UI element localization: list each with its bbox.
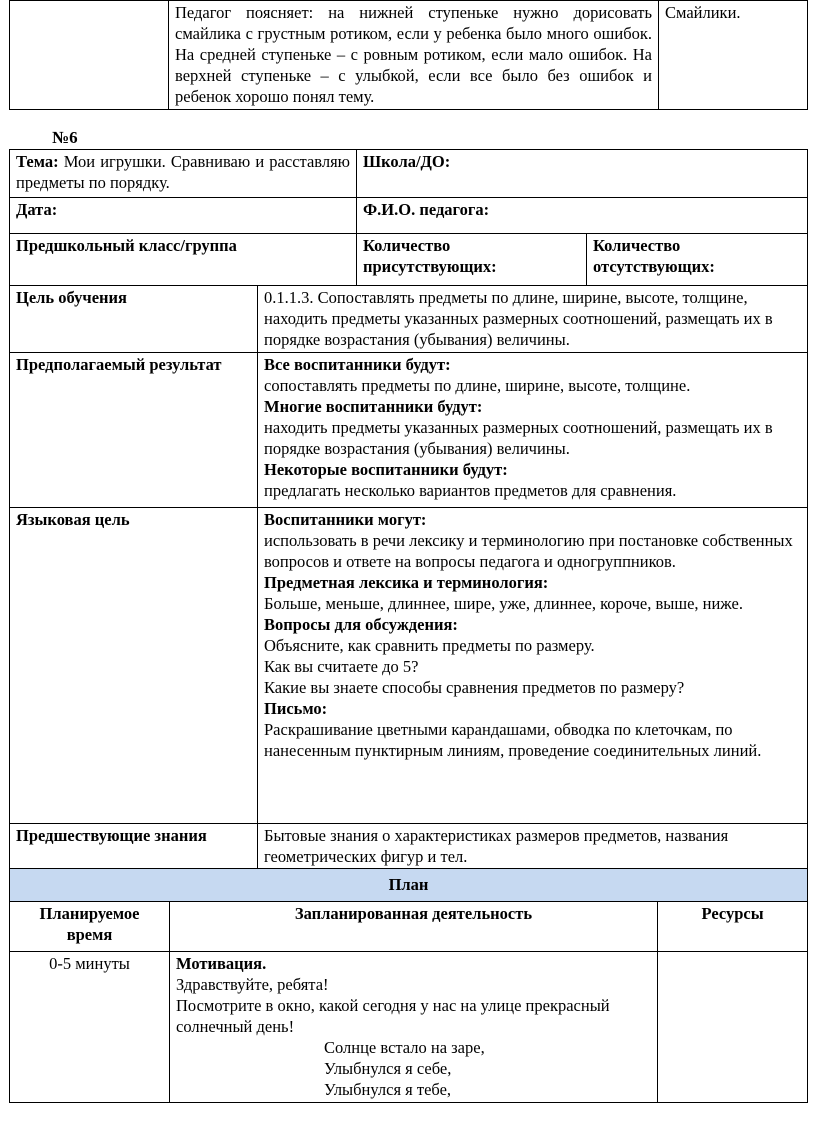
plan-col-resources: Ресурсы [658,902,808,952]
language-can-heading: Воспитанники могут: [264,510,427,529]
empty-cell [10,1,169,110]
topic-text: Мои игрушки. Сравниваю и расставляю предметы по порядку. [16,152,350,192]
goal-text: 0.1.1.3. Сопоставлять предметы по длине, ширине, высоте, толщине, находить предметы указанных размерных соотношений, размещать их в порядке возрастания (убывания) величины. [258,286,808,353]
plan-activity-cell [170,952,658,1103]
resources-text: Смайлики. [659,1,808,110]
plan-resources-cell [658,952,808,1103]
topic-label: Тема: [16,152,59,171]
result-all-text: сопоставлять предметы по длине, ширине, высоте, толщине. [264,376,691,395]
class-label: Предшкольный класс/группа [10,234,357,286]
writing-text: Раскрашивание цветными карандашами, обводка по клеточкам, по нанесенным пунктирным линиям, проведение соединительных линий. [264,720,762,760]
vocab-text: Больше, меньше, длиннее, шире, уже, длиннее, короче, выше, ниже. [264,594,743,613]
topic-cell [10,150,357,198]
activity-line: Здравствуйте, ребята! [176,975,329,994]
absent-label: Количество отсутствующих: [587,234,808,286]
reflection-text: Педагог поясняет: на нижней ступеньке нужно дорисовать смайлика с грустным ротиком, если у ребенка было много ошибок. На средней ступеньке – с ровным ротиком, если мало ошибок. На верхней ступеньке – с улыбкой, если все было без ошибок и ребенок хорошо понял тему. [169,1,659,110]
goal-label: Цель обучения [10,286,258,353]
prior-knowledge-text: Бытовые знания о характеристиках размеров предметов, названия геометрических фигур и тел. [258,824,808,870]
poem-line: Улыбнулся я себе, [324,1059,452,1078]
lesson-goals-table [9,285,808,870]
questions-heading: Вопросы для обсуждения: [264,615,458,634]
result-many-heading: Многие воспитанники будут: [264,397,483,416]
poem-line: Солнце встало на заре, [324,1038,485,1057]
activity-line: Посмотрите в окно, какой сегодня у нас на улице прекрасный солнечный день! [176,996,610,1036]
result-some-heading: Некоторые воспитанники будут: [264,460,508,479]
previous-lesson-table [9,0,808,110]
school-label: Школа/ДО: [357,150,808,198]
present-label: Количество присутствующих: [357,234,587,286]
lesson-number: №6 [52,128,78,147]
teacher-label: Ф.И.О. педагога: [357,198,808,234]
result-label: Предполагаемый результат [10,353,258,508]
result-cell [258,353,808,508]
writing-heading: Письмо: [264,699,328,718]
motivation-heading: Мотивация. [176,954,267,973]
result-all-heading: Все воспитанники будут: [264,355,451,374]
language-label: Языковая цель [10,508,258,824]
poem-line: Улыбнулся я тебе, [324,1080,452,1099]
question-item: Какие вы знаете способы сравнения предметов по размеру? [264,678,685,697]
plan-col-activity: Запланированная деятельность [170,902,658,952]
plan-table [9,868,808,1103]
plan-title: План [10,869,808,902]
question-item: Как вы считаете до 5? [264,657,419,676]
result-some-text: предлагать несколько вариантов предметов для сравнения. [264,481,677,500]
plan-row-time: 0-5 минуты [10,952,170,1103]
question-item: Объясните, как сравнить предметы по размеру. [264,636,595,655]
language-can-text: использовать в речи лексику и терминологию при постановке собственных вопросов и ответе на вопросы педагога и одногруппников. [264,531,793,571]
plan-col-time: Планируемое время [10,902,170,952]
vocab-heading: Предметная лексика и терминология: [264,573,549,592]
lesson-header-table [9,149,808,286]
language-cell [258,508,808,824]
result-many-text: находить предметы указанных размерных соотношений, размещать их в порядке возрастания (убывания) величины. [264,418,773,458]
prior-knowledge-label: Предшествующие знания [10,824,258,870]
date-label: Дата: [10,198,357,234]
